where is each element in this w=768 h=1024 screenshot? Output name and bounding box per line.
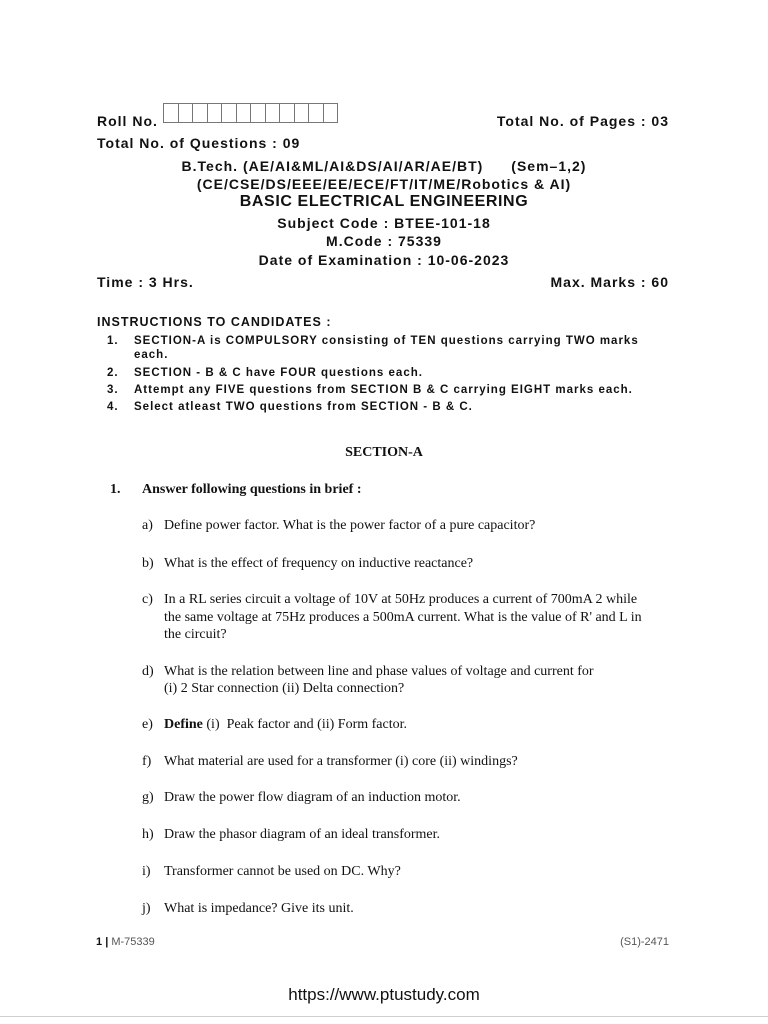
roll-box	[294, 103, 310, 123]
roll-number-label: Roll No.	[97, 113, 158, 129]
question-text: Answer following questions in brief :	[142, 482, 362, 497]
sub-question-letter: b)	[142, 556, 154, 571]
sub-question-letter: f)	[142, 754, 152, 769]
instruction-text: SECTION - B & C have FOUR questions each.	[134, 367, 423, 379]
question-number: 1.	[110, 482, 121, 497]
roll-box	[250, 103, 266, 123]
footer-paper-id: (S1)-2471	[620, 936, 669, 948]
instruction-text: SECTION-A is COMPULSORY consisting of TEN questions carrying TWO marks	[134, 335, 639, 347]
sub-question-letter: a)	[142, 518, 153, 533]
sub-question-letter: d)	[142, 664, 154, 679]
exam-date: Date of Examination : 10-06-2023	[258, 252, 510, 268]
total-pages: Total No. of Pages : 03	[496, 113, 669, 129]
page-number: 1	[96, 936, 103, 948]
instructions-heading: INSTRUCTIONS TO CANDIDATES :	[97, 315, 332, 329]
course-name: B.Tech. (AE/AI&ML/AI&DS/AI/AR/AE/BT)	[181, 158, 484, 174]
instruction-text: Attempt any FIVE questions from SECTION B & C carrying EIGHT marks each.	[134, 384, 633, 396]
sub-question-d	[0, 664, 768, 682]
website-url[interactable]: https://www.ptustudy.com	[288, 985, 480, 1004]
total-questions: Total No. of Questions : 09	[97, 135, 301, 151]
instruction-item	[107, 367, 423, 379]
sub-question-text	[164, 717, 407, 733]
roll-box	[279, 103, 295, 123]
course-line	[0, 158, 768, 174]
sub-question-letter: j)	[142, 901, 151, 916]
footer-code: M-75339	[111, 936, 155, 948]
max-marks: Max. Marks : 60	[550, 274, 669, 290]
instruction-item	[107, 335, 639, 347]
sub-question-text-cont: the same voltage at 75Hz produces a 500mA current. What is the value of R' and L in	[164, 610, 642, 625]
roll-box	[178, 103, 194, 123]
roll-box	[221, 103, 237, 123]
sub-question-e	[0, 717, 768, 735]
sub-question-letter: c)	[142, 592, 153, 607]
sub-question-letter: i)	[142, 864, 151, 879]
footer-page-info	[96, 936, 155, 948]
sub-question-letter: g)	[142, 790, 154, 805]
instruction-number: 1.	[107, 335, 119, 347]
m-code: M.Code : 75339	[326, 233, 442, 249]
roll-box	[308, 103, 324, 123]
footer-divider	[0, 1016, 768, 1017]
section-title: SECTION-A	[345, 445, 423, 460]
sub-question-letter: h)	[142, 827, 154, 842]
subject-code: Subject Code : BTEE-101-18	[277, 215, 491, 231]
instruction-number: 4.	[107, 401, 119, 413]
sub-question-bold: Define	[164, 717, 203, 732]
sub-question-b	[0, 556, 768, 574]
subject-title: BASIC ELECTRICAL ENGINEERING	[239, 193, 529, 210]
sub-question-text: What is the effect of frequency on inductive reactance?	[164, 556, 474, 571]
instruction-text: Select atleast TWO questions from SECTION - B & C.	[134, 401, 473, 413]
exam-time: Time : 3 Hrs.	[97, 274, 194, 290]
sub-question-rest: (i) Peak factor and (ii) Form factor.	[202, 717, 407, 732]
branches: (CE/CSE/DS/EEE/EE/ECE/FT/IT/ME/Robotics & AI)	[196, 176, 572, 192]
sub-question-text: In a RL series circuit a voltage of 10V at 50Hz produces a current of 700mA 2 while	[164, 592, 638, 607]
sub-question-i	[0, 864, 768, 882]
roll-box	[236, 103, 252, 123]
roll-box	[323, 103, 339, 123]
sub-question-letter: e)	[142, 717, 153, 732]
sub-question-text: What material are used for a transformer (i) core (ii) windings?	[164, 754, 518, 769]
footer-separator: |	[105, 936, 109, 948]
semester: (Sem–1,2)	[511, 158, 587, 174]
roll-box	[192, 103, 208, 123]
sub-question-text-cont: the circuit?	[164, 627, 227, 642]
sub-question-text: Define power factor. What is the power factor of a pure capacitor?	[164, 518, 536, 533]
sub-question-h	[0, 827, 768, 845]
roll-box	[163, 103, 179, 123]
instruction-item	[107, 384, 633, 396]
roll-box	[265, 103, 281, 123]
sub-question-text: Transformer cannot be used on DC. Why?	[164, 864, 401, 879]
sub-question-c	[0, 592, 768, 610]
instruction-continuation: each.	[134, 349, 169, 361]
roll-box	[207, 103, 223, 123]
sub-question-a	[0, 518, 768, 536]
instruction-number: 2.	[107, 367, 119, 379]
sub-question-j	[0, 901, 768, 919]
sub-question-text: What is impedance? Give its unit.	[164, 901, 354, 916]
instruction-number: 3.	[107, 384, 119, 396]
sub-question-g	[0, 790, 768, 808]
sub-question-text-cont: (i) 2 Star connection (ii) Delta connection?	[164, 681, 405, 696]
roll-number-boxes	[163, 103, 337, 123]
instruction-item	[107, 401, 473, 413]
sub-question-text: Draw the power flow diagram of an induction motor.	[164, 790, 461, 805]
sub-question-text: Draw the phasor diagram of an ideal transformer.	[164, 827, 441, 842]
sub-question-text: What is the relation between line and phase values of voltage and current for	[164, 664, 594, 679]
sub-question-f	[0, 754, 768, 772]
